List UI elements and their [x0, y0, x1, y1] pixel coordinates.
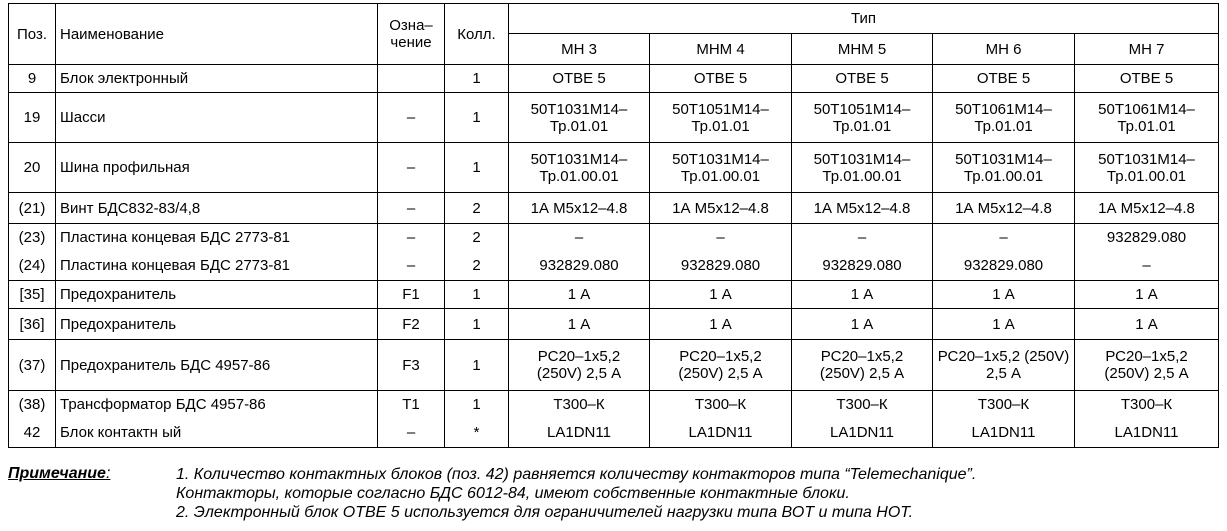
cell-pos: 20	[9, 143, 56, 193]
cell-pos: 42	[9, 419, 56, 448]
cell-type-value: РС20–1х5,2 (250V) 2,5 А	[1075, 340, 1219, 391]
cell-type-value: 1А М5х12–4.8	[650, 193, 792, 224]
cell-designation	[378, 65, 445, 93]
table-row	[9, 143, 1219, 193]
cell-type-value: 50Т1051М14– Тр.01.01	[792, 93, 933, 143]
cell-type-value: ОТВЕ 5	[792, 65, 933, 93]
note-line: 2. Электронный блок ОТВЕ 5 используется для ограничителей нагрузки типа ВОТ и типа НОТ.	[176, 504, 914, 521]
cell-qty: 1	[445, 309, 509, 340]
cell-type-value: 932829.080	[650, 252, 792, 281]
cell-type-value: Т300–К	[509, 391, 650, 419]
cell-type-value: 1А М5х12–4.8	[509, 193, 650, 224]
note-label-colon: :	[105, 465, 111, 482]
header-model: МН 7	[1075, 34, 1219, 65]
cell-qty: 1	[445, 93, 509, 143]
cell-name: Трансформатор БДС 4957-86	[56, 391, 378, 419]
cell-type-value: LA1DN11	[650, 419, 792, 448]
cell-type-value: 1 А	[792, 309, 933, 340]
cell-type-value: 1 А	[509, 309, 650, 340]
cell-type-value: 1А М5х12–4.8	[933, 193, 1075, 224]
cell-qty: 1	[445, 391, 509, 419]
note-text	[176, 465, 976, 522]
cell-pos: (38)	[9, 391, 56, 419]
cell-name: Предохранитель БДС 4957-86	[56, 340, 378, 391]
cell-type-value: РС20–1х5,2 (250V) 2,5 А	[792, 340, 933, 391]
note-line: Контакторы, которые согласно БДС 6012-84, имеют собственные контактные блоки.	[176, 485, 850, 502]
header-type: Тип	[509, 4, 1219, 34]
header-qty: Колл.	[445, 4, 509, 65]
cell-pos: (21)	[9, 193, 56, 224]
cell-designation: F1	[378, 281, 445, 309]
cell-qty: *	[445, 419, 509, 448]
cell-type-value: 1 А	[933, 281, 1075, 309]
cell-type-value: Т300–К	[650, 391, 792, 419]
cell-pos: 9	[9, 65, 56, 93]
cell-type-value: ОТВЕ 5	[650, 65, 792, 93]
cell-name: Предохранитель	[56, 281, 378, 309]
cell-type-value: –	[792, 224, 933, 252]
cell-pos: (23)	[9, 224, 56, 252]
cell-name: Винт БДС832-83/4,8	[56, 193, 378, 224]
cell-type-value: 1А М5х12–4.8	[1075, 193, 1219, 224]
cell-type-value: 932829.080	[933, 252, 1075, 281]
cell-pos: [35]	[9, 281, 56, 309]
cell-name: Пластина концевая БДС 2773-81	[56, 224, 378, 252]
cell-type-value: LA1DN11	[792, 419, 933, 448]
cell-type-value: ОТВЕ 5	[1075, 65, 1219, 93]
cell-type-value: 50Т1031М14– Тр.01.00.01	[509, 143, 650, 193]
cell-designation: –	[378, 224, 445, 252]
cell-type-value: РС20–1х5,2 (250V) 2,5 А	[933, 340, 1075, 391]
header-pos: Поз.	[9, 4, 56, 65]
table-row	[9, 340, 1219, 391]
cell-pos: 19	[9, 93, 56, 143]
cell-pos: [36]	[9, 309, 56, 340]
cell-type-value: 50Т1061М14– Тр.01.01	[933, 93, 1075, 143]
cell-type-value: 1 А	[509, 281, 650, 309]
table-row	[9, 65, 1219, 93]
cell-qty: 1	[445, 65, 509, 93]
cell-qty: 1	[445, 143, 509, 193]
note-line: 1. Количество контактных блоков (поз. 42) равняется количеству контакторов типа “Telemechanique”.	[176, 466, 977, 483]
cell-name: Шина профильная	[56, 143, 378, 193]
cell-type-value: ОТВЕ 5	[509, 65, 650, 93]
table-row	[9, 281, 1219, 309]
header-designation: Озна– чение	[378, 4, 445, 65]
header-name: Наименование	[56, 4, 378, 65]
cell-designation: F2	[378, 309, 445, 340]
cell-type-value: –	[933, 224, 1075, 252]
cell-name: Шасси	[56, 93, 378, 143]
cell-name: Пластина концевая БДС 2773-81	[56, 252, 378, 281]
cell-designation: –	[378, 252, 445, 281]
table-row	[9, 93, 1219, 143]
cell-name: Блок контактн ый	[56, 419, 378, 448]
cell-qty: 2	[445, 193, 509, 224]
table-row	[9, 391, 1219, 419]
cell-type-value: 1А М5х12–4.8	[792, 193, 933, 224]
cell-designation: –	[378, 143, 445, 193]
table-row	[9, 309, 1219, 340]
cell-type-value: Т300–К	[933, 391, 1075, 419]
cell-qty: 2	[445, 224, 509, 252]
note-label-text: Примечание	[8, 465, 106, 482]
cell-type-value: LA1DN11	[509, 419, 650, 448]
cell-type-value: –	[1075, 252, 1219, 281]
header-model: МН 6	[933, 34, 1075, 65]
cell-type-value: –	[509, 224, 650, 252]
cell-type-value: 50Т1031М14– Тр.01.01	[509, 93, 650, 143]
cell-type-value: РС20–1х5,2 (250V) 2,5 А	[509, 340, 650, 391]
cell-type-value: 932829.080	[509, 252, 650, 281]
cell-name: Блок электронный	[56, 65, 378, 93]
cell-type-value: 1 А	[1075, 309, 1219, 340]
cell-type-value: ОТВЕ 5	[933, 65, 1075, 93]
cell-designation: F3	[378, 340, 445, 391]
cell-type-value: 1 А	[650, 309, 792, 340]
cell-pos: (24)	[9, 252, 56, 281]
cell-type-value: 932829.080	[792, 252, 933, 281]
cell-type-value: –	[650, 224, 792, 252]
cell-qty: 2	[445, 252, 509, 281]
cell-type-value: LA1DN11	[1075, 419, 1219, 448]
table-row	[9, 193, 1219, 224]
cell-type-value: 50Т1051М14– Тр.01.01	[650, 93, 792, 143]
cell-pos: (37)	[9, 340, 56, 391]
cell-qty: 1	[445, 281, 509, 309]
header-model: МНМ 4	[650, 34, 792, 65]
cell-type-value: 50Т1031М14– Тр.01.00.01	[933, 143, 1075, 193]
table-row	[9, 419, 1219, 448]
cell-designation: –	[378, 419, 445, 448]
cell-type-value: РС20–1х5,2 (250V) 2,5 А	[650, 340, 792, 391]
cell-type-value: 1 А	[1075, 281, 1219, 309]
cell-type-value: 50Т1031М14– Тр.01.00.01	[650, 143, 792, 193]
note-label	[8, 465, 110, 483]
cell-type-value: 1 А	[792, 281, 933, 309]
spec-table	[8, 3, 1219, 448]
cell-type-value: 50Т1031М14– Тр.01.00.01	[1075, 143, 1219, 193]
cell-name: Предохранитель	[56, 309, 378, 340]
cell-designation: –	[378, 193, 445, 224]
cell-type-value: Т300–К	[792, 391, 933, 419]
cell-designation: Т1	[378, 391, 445, 419]
table-row	[9, 252, 1219, 281]
header-model: МН 3	[509, 34, 650, 65]
cell-designation: –	[378, 93, 445, 143]
cell-type-value: Т300–К	[1075, 391, 1219, 419]
cell-type-value: 932829.080	[1075, 224, 1219, 252]
cell-type-value: 1 А	[933, 309, 1075, 340]
cell-type-value: 50Т1061М14– Тр.01.01	[1075, 93, 1219, 143]
table-row	[9, 224, 1219, 252]
cell-qty: 1	[445, 340, 509, 391]
cell-type-value: LA1DN11	[933, 419, 1075, 448]
cell-type-value: 50Т1031М14– Тр.01.00.01	[792, 143, 933, 193]
cell-type-value: 1 А	[650, 281, 792, 309]
header-model: МНМ 5	[792, 34, 933, 65]
